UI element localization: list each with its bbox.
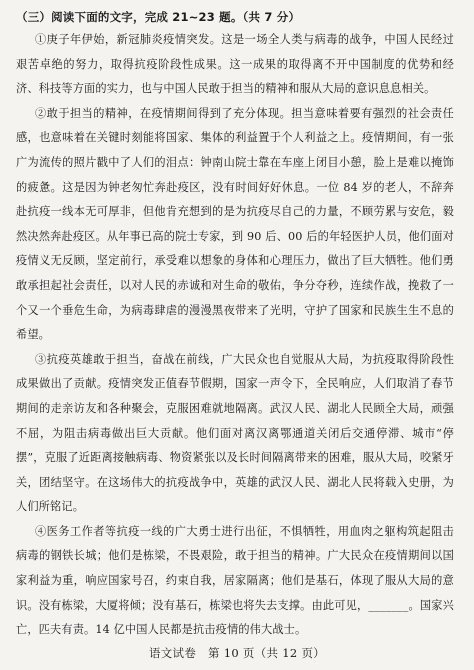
section-heading: （三）阅读下面的文字，完成 21~23 题。（共 7 分） [16,10,301,24]
paragraph-2: ②敢于担当的精神，在疫情期间得到了充分体现。担当意味着要有强烈的社会责任感，也意味着在关键时刻能将国家、集体的利益置于个人利益之上。疫情期间，有一张广为流传的照片戳中了人们的泪点：钟南山院士靠在车座上闭目小憩，脸上是难以掩饰的疲惫。这是因为钟老匆忙奔赴疫区，没有时间好好休息。一位 84 岁的老人，不辞奔赴抗疫一线本无可厚非，但他肯充想到的是为抗疫尽自己的力量，不顾劳累与安危，毅然决然奔赴疫区。从年事已高的院士专家，到 90 后、00 后的年轻医护人员，他们面对疫情义无反顾，坚定前行，承受难以想象的身体和心理压力，做出了巨大牺牲。他们勇敢承担起社会责任，以对人民的赤诚和对生命的敬佑，争分夺秒，连续作战，挽救了一个又一个垂危生命，为病毒肆虐的漫漫黑夜带来了光明，守护了国家和民族生生不息的希望。 [16,106,454,342]
page-footer: 语文试卷 第 10 页（共 12 页） [148,646,326,660]
paragraph-3: ③抗疫英雄敢于担当，奋战在前线，广大民众也自觉服从大局，为抗疫取得阶段性成果做出了贡献。疫情突发正值春节假期，国家一声令下，全民响应，人们取消了春节期间的走亲访友和各种聚会，克服困难就地隔离。武汉人民、湖北人民顾全大局，顽强不屈，为阻击病毒做出巨大贡献。他们面对离汉离鄂通道关闭后交通停滞、城市“停摆”，克服了近距离接触病毒、物资紧张以及长时间隔离带来的困难，服从大局，咬紧牙关，团结坚守。在这场伟大的抗疫战争中，英雄的武汉人民、湖北人民将载入史册，为人们所铭记。 [16,352,454,514]
paragraph-1: ①庚子年伊始，新冠肺炎疫情突发。这是一场全人类与病毒的战争，中国人民经过艰苦卓绝的努力，取得抗疫阶段性成果。这一成果的取得离不开中国制度的优势和经济、科技等方面的实力，也与中国人民敢于担当的精神和服从大局的意识息息相关。 [16,33,454,96]
paragraph-4: ④医务工作者等抗疫一线的广大勇士进行出征，不惧牺牲，用血肉之躯构筑起阻击病毒的钢铁长城；他们是栋梁，不畏艰险，敢于担当的精神。广大民众在疫情期间以国家利益为重，响应国家号召，约束自我，居家隔离；他们是基石，体现了服从大局的意识。没有栋梁，大厦将倾；没有基石，栋梁也将失去支撑。由此可见，_______。国家兴亡，匹夫有责。14 亿中国人民都是抗击疫情的伟大战士。 [16,524,454,637]
